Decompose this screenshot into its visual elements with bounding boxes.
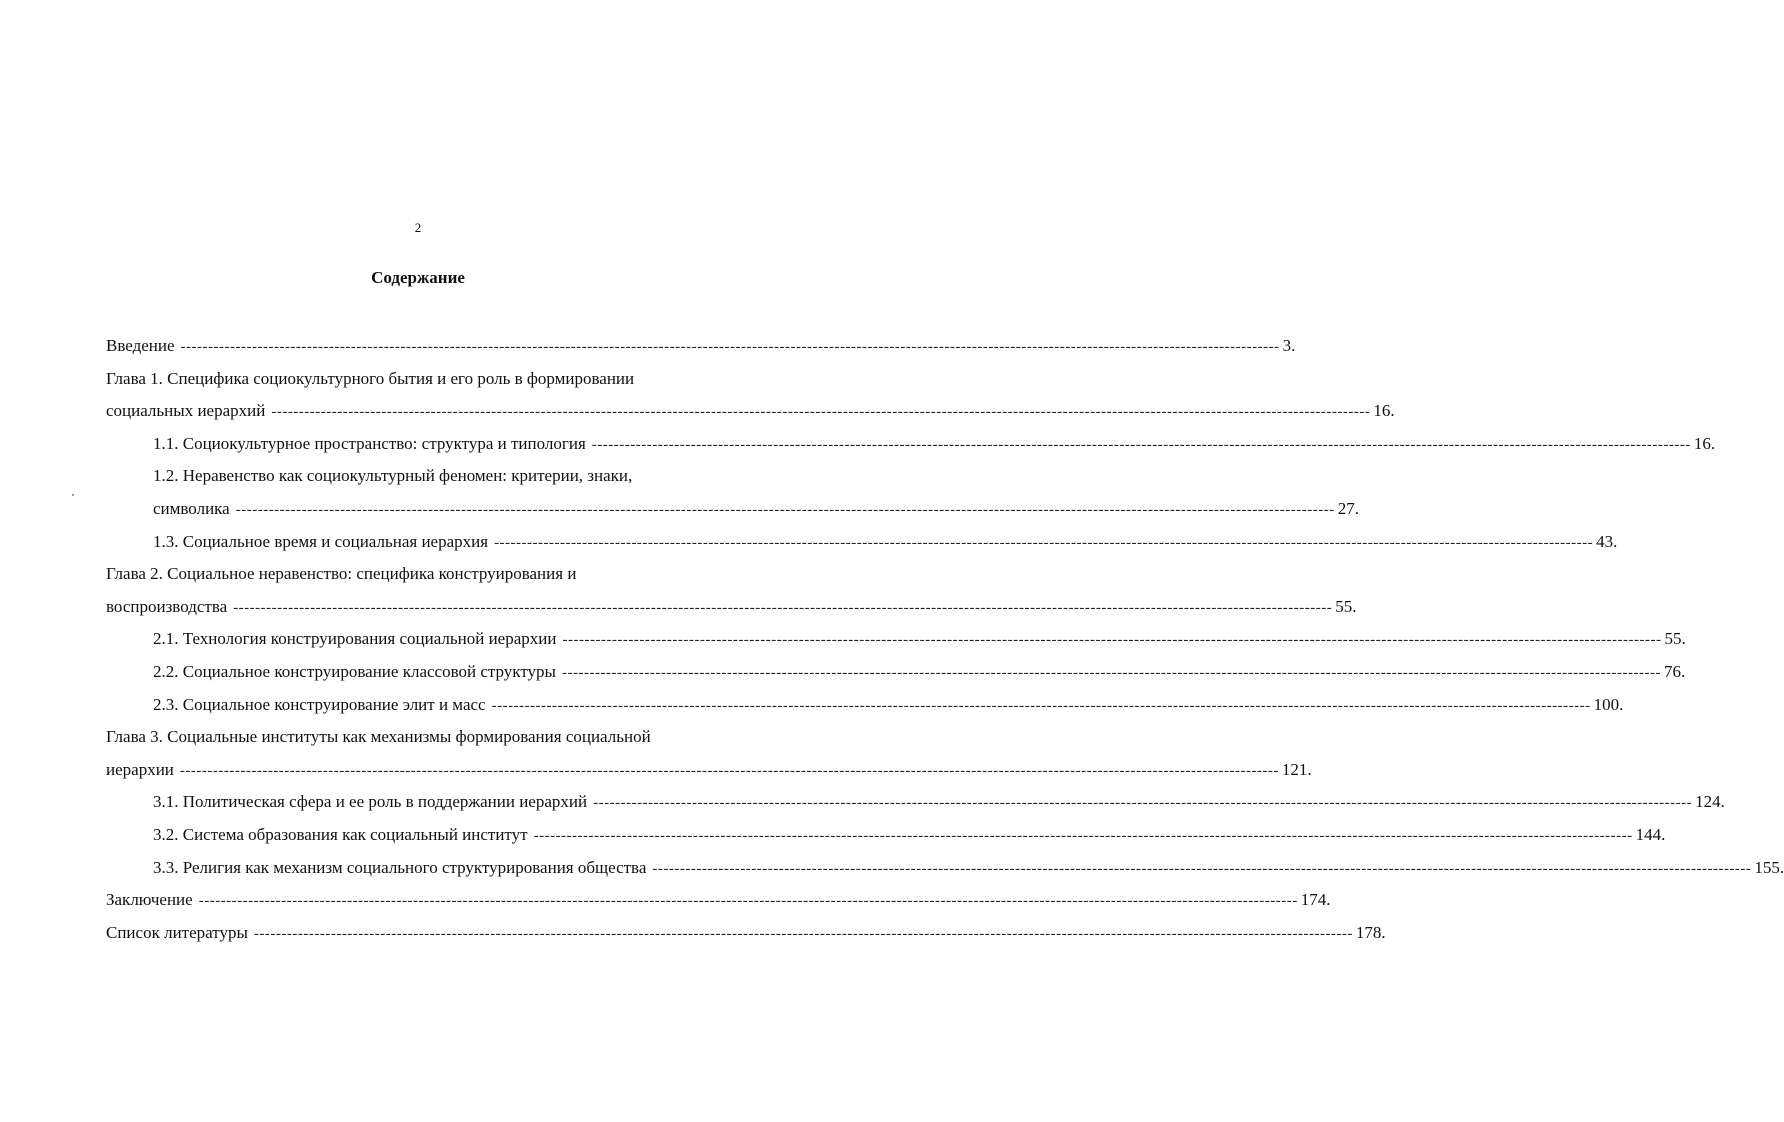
dot-leader: -------------------------------------------------------------------------------------------------------------------------------------------------------------------------------------------------------- xyxy=(179,762,1279,779)
toc-entry-text: 1.2. Неравенство как социокультурный феномен: критерии, знаки, xyxy=(153,466,633,486)
toc-entry-text: 2.1. Технология конструирования социальной иерархии xyxy=(153,629,557,649)
dot-leader: -------------------------------------------------------------------------------------------------------------------------------------------------------------------------------------------------------- xyxy=(561,664,1661,681)
toc-entry-text: Список литературы xyxy=(106,922,248,942)
toc-section-1-2-heading[interactable] xyxy=(106,460,751,493)
dot-leader: -------------------------------------------------------------------------------------------------------------------------------------------------------------------------------------------------------- xyxy=(591,436,1691,453)
dot-leader: -------------------------------------------------------------------------------------------------------------------------------------------------------------------------------------------------------- xyxy=(652,860,1752,877)
toc-entry-text: 3.3. Религия как механизм социального структурирования общества xyxy=(153,857,647,877)
dot-leader: -------------------------------------------------------------------------------------------------------------------------------------------------------------------------------------------------------- xyxy=(180,339,1280,355)
toc-entry-bibliography[interactable] xyxy=(106,917,1386,950)
toc-chapter-3-heading[interactable] xyxy=(106,721,751,754)
toc-section-3-3[interactable] xyxy=(106,852,1784,885)
toc-entry-introduction[interactable] xyxy=(106,330,1296,363)
dot-leader: -------------------------------------------------------------------------------------------------------------------------------------------------------------------------------------------------------- xyxy=(233,599,1333,616)
toc-entry-text: воспроизводства xyxy=(106,596,228,616)
toc-entry-page: 16. xyxy=(1373,401,1395,421)
toc-entry-text: символика xyxy=(153,498,230,518)
toc-entry-text: иерархии xyxy=(106,759,174,779)
toc-entry-page: 55. xyxy=(1664,629,1686,649)
toc-chapter-3[interactable] xyxy=(106,754,1312,787)
dot-leader: -------------------------------------------------------------------------------------------------------------------------------------------------------------------------------------------------------- xyxy=(271,404,1371,421)
toc-entry-page: 76. xyxy=(1664,661,1686,681)
toc-entry-text: 2.3. Социальное конструирование элит и масс xyxy=(153,694,486,714)
toc-section-2-2[interactable] xyxy=(106,656,1686,689)
toc-chapter-1[interactable] xyxy=(106,395,1395,428)
toc-section-3-1[interactable] xyxy=(106,786,1725,819)
toc-entry-page: 121. xyxy=(1281,759,1312,779)
toc-entry-text: 3.1. Политическая сфера и ее роль в поддержании иерархий xyxy=(153,792,588,812)
toc-entry-page: 27. xyxy=(1337,498,1359,518)
toc-entry-page: 144. xyxy=(1635,824,1666,844)
toc-entry-text: Глава 1. Специфика социокультурного бытия и его роль в формировании xyxy=(106,368,635,388)
toc-chapter-2-heading[interactable] xyxy=(106,558,751,591)
dot-leader: -------------------------------------------------------------------------------------------------------------------------------------------------------------------------------------------------------- xyxy=(253,925,1353,942)
toc-entry-page: 155. xyxy=(1754,857,1784,877)
toc-entry-text: 1.3. Социальное время и социальная иерархия xyxy=(153,531,489,551)
dot-leader: -------------------------------------------------------------------------------------------------------------------------------------------------------------------------------------------------------- xyxy=(494,534,1594,551)
toc-entry-text: Глава 2. Социальное неравенство: специфика конструирования и xyxy=(106,564,577,584)
toc-chapter-1-heading[interactable] xyxy=(106,363,751,396)
toc-entry-text: 3.2. Система образования как социальный институт xyxy=(153,824,528,844)
page-number: 2 xyxy=(414,220,422,235)
toc-entry-page: 43. xyxy=(1596,531,1618,551)
toc-entry-text: Заключение xyxy=(106,890,193,910)
toc-entry-text: Глава 3. Социальные институты как механизмы формирования социальной xyxy=(106,727,651,747)
toc-entry-page: 16. xyxy=(1693,433,1716,453)
toc-section-3-2[interactable] xyxy=(106,819,1666,852)
page-title: Содержание xyxy=(371,268,465,287)
scan-speck xyxy=(72,494,74,496)
toc-section-1-2[interactable] xyxy=(106,493,1359,526)
dot-leader: -------------------------------------------------------------------------------------------------------------------------------------------------------------------------------------------------------- xyxy=(593,795,1693,812)
toc-entry-page: 55. xyxy=(1335,596,1357,616)
dot-leader: -------------------------------------------------------------------------------------------------------------------------------------------------------------------------------------------------------- xyxy=(198,893,1298,910)
dot-leader: -------------------------------------------------------------------------------------------------------------------------------------------------------------------------------------------------------- xyxy=(491,697,1591,714)
dot-leader: -------------------------------------------------------------------------------------------------------------------------------------------------------------------------------------------------------- xyxy=(562,632,1662,649)
toc-entry-page: 178. xyxy=(1355,922,1386,942)
toc-entry-text: социальных иерархий xyxy=(106,401,266,421)
toc-entry-page: 100. xyxy=(1593,694,1624,714)
toc-chapter-2[interactable] xyxy=(106,591,1357,624)
toc-section-1-3[interactable] xyxy=(106,526,1618,559)
dot-leader: -------------------------------------------------------------------------------------------------------------------------------------------------------------------------------------------------------- xyxy=(235,501,1335,518)
dot-leader: -------------------------------------------------------------------------------------------------------------------------------------------------------------------------------------------------------- xyxy=(533,827,1633,844)
toc-entry-page: 3. xyxy=(1282,336,1296,355)
toc-entry-conclusion[interactable] xyxy=(106,884,1331,917)
toc-entry-text: 1.1. Социокультурное пространство: структура и типология xyxy=(153,433,586,453)
toc-section-2-1[interactable] xyxy=(106,623,1686,656)
toc-entry-page: 174. xyxy=(1300,890,1331,910)
toc-entry-text: 2.2. Социальное конструирование классовой структуры xyxy=(153,661,556,681)
toc-entry-page: 124. xyxy=(1695,792,1725,812)
table-of-contents xyxy=(106,330,1784,949)
toc-section-2-3[interactable] xyxy=(106,689,1624,722)
toc-section-1-1[interactable] xyxy=(106,428,1716,461)
toc-entry-text: Введение xyxy=(106,336,175,355)
